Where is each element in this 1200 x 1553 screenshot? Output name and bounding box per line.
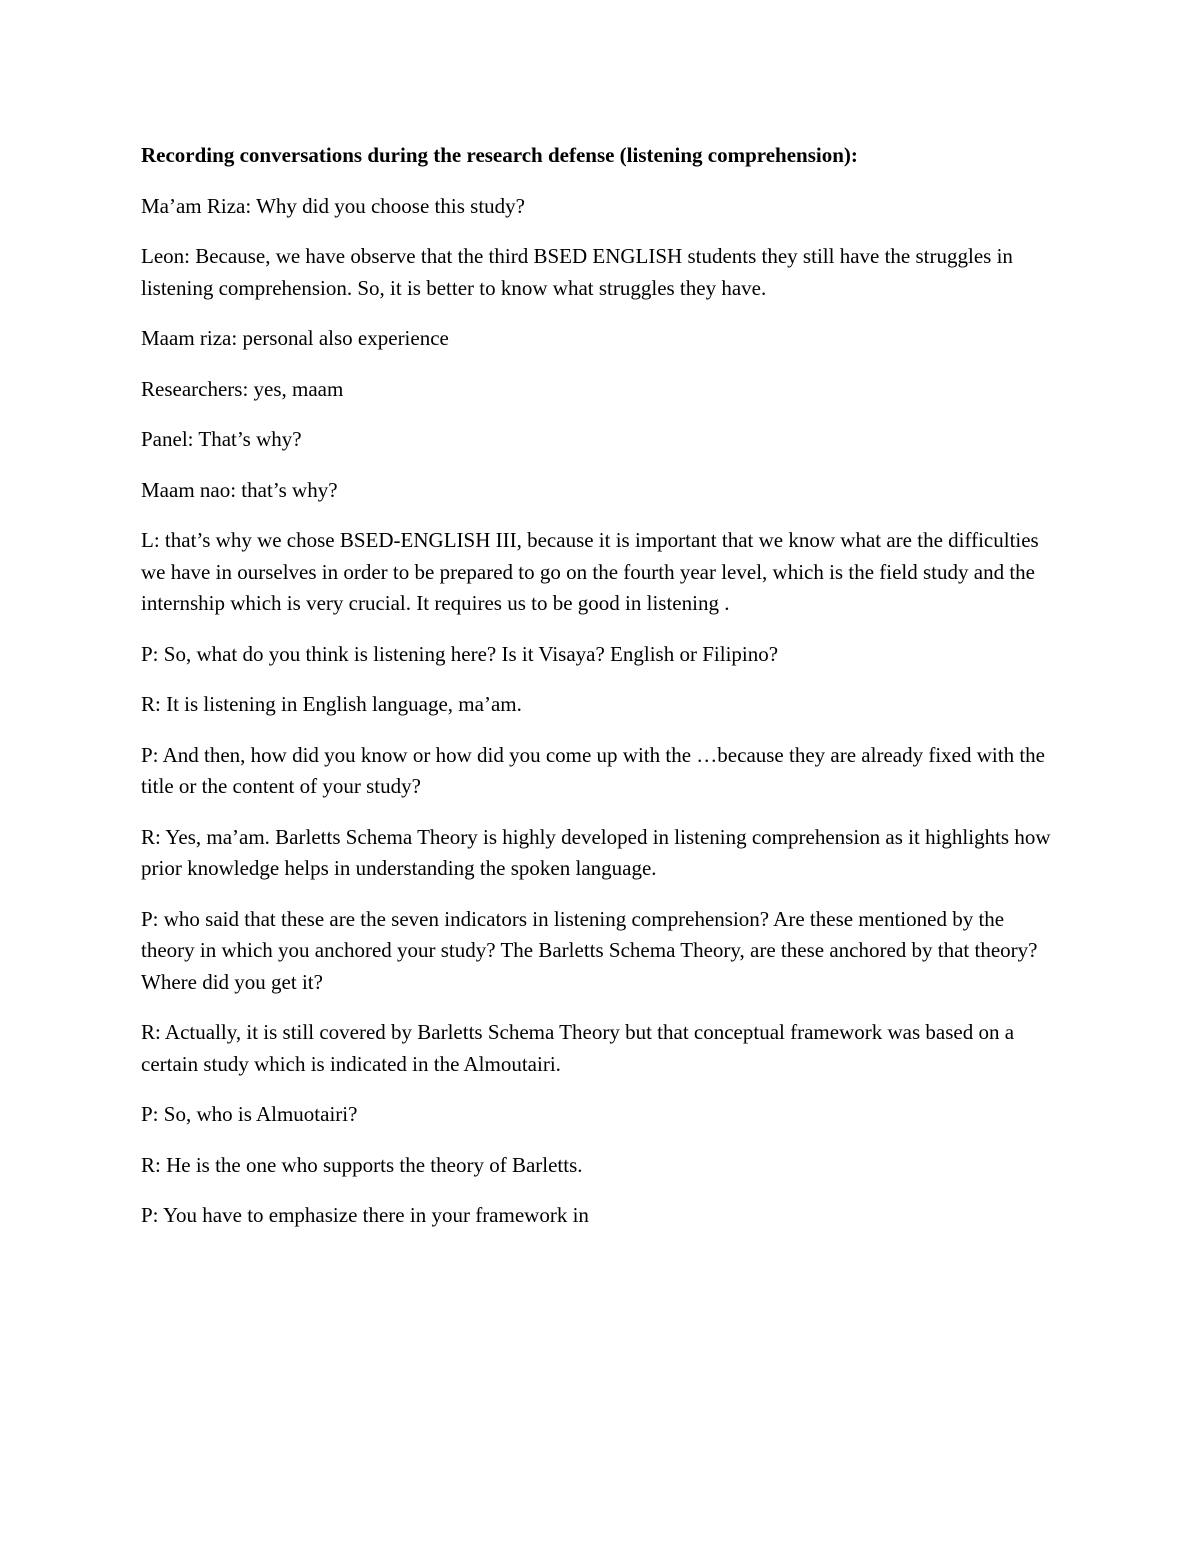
dialogue-line: Maam nao: that’s why? — [141, 477, 338, 502]
dialogue-line: P: who said that these are the seven indicators in listening comprehension? Are these mentioned by the theory in which you anchored your study? The Barletts Schema Theory, are these anchored by that theory? Where did you get it? — [141, 906, 1038, 994]
document-body — [141, 140, 1061, 1251]
dialogue-line: Leon: Because, we have observe that the third BSED ENGLISH students they still have the struggles in listening comprehension. So, it is better to know what struggles they have. — [141, 244, 1013, 300]
dialogue-line: Researchers: yes, maam — [141, 376, 344, 401]
dialogue-line: R: Yes, ma’am. Barletts Schema Theory is highly developed in listening comprehension as it highlights how prior knowledge helps in understanding the spoken language. — [141, 824, 1051, 880]
dialogue-line: P: And then, how did you know or how did you come up with the …because they are already fixed with the title or the content of your study? — [141, 742, 1045, 798]
dialogue-line: R: He is the one who supports the theory of Barletts. — [141, 1152, 583, 1177]
dialogue-line: P: You have to emphasize there in your framework in — [141, 1203, 589, 1227]
dialogue-line: Maam riza: personal also experience — [141, 326, 449, 350]
dialogue-line: Ma’am Riza: Why did you choose this study? — [141, 193, 525, 218]
dialogue-line: R: Actually, it is still covered by Barletts Schema Theory but that conceptual framework was based on a certain study which is indicated in the Almoutairi. — [141, 1020, 1015, 1076]
dialogue-line: R: It is listening in English language, ma’am. — [141, 692, 522, 716]
dialogue-line: P: So, who is Almuotairi? — [141, 1102, 358, 1126]
document-title: Recording conversations during the research defense (listening comprehension): — [141, 143, 858, 167]
dialogue-line: P: So, what do you think is listening here? Is it Visaya? English or Filipino? — [141, 641, 779, 666]
dialogue-line: L: that’s why we chose BSED-ENGLISH III, because it is important that we know what are the difficulties we have in ourselves in order to be prepared to go on the fourth year level, which is the field study and the internship which is very crucial. It requires us to be good in listening . — [141, 528, 1039, 615]
dialogue-line: Panel: That’s why? — [141, 427, 302, 451]
